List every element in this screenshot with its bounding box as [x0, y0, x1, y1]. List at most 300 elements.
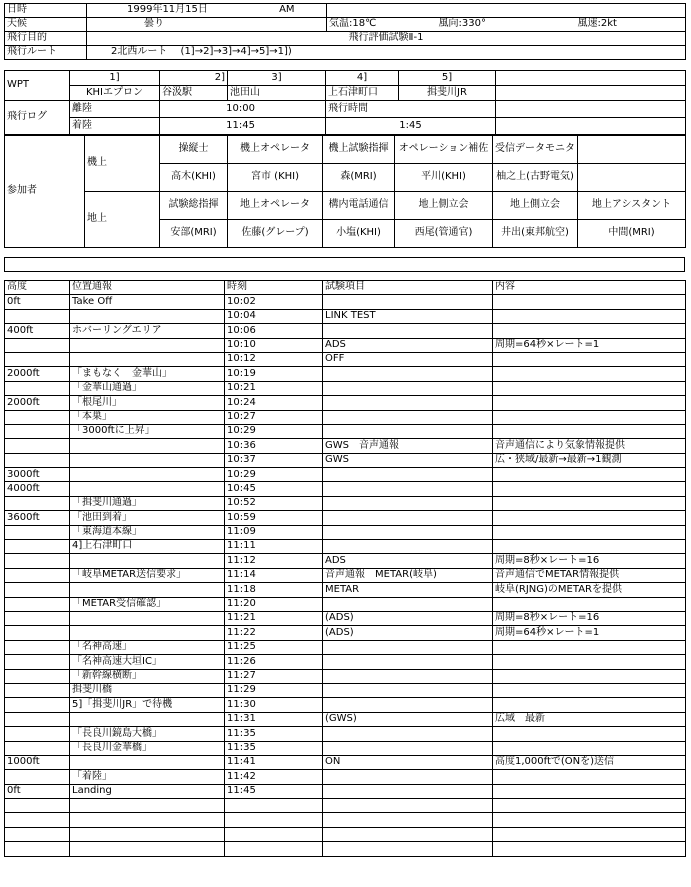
time-cell: 10:21 — [225, 381, 323, 395]
spacer-rows — [4, 257, 685, 272]
content-cell — [493, 496, 686, 510]
ground-role: 地上オペレータ — [228, 192, 323, 220]
time-cell: 10:19 — [225, 367, 323, 381]
landing-time: 11:45 — [160, 118, 326, 135]
time-cell: 11:11 — [225, 540, 323, 554]
test-item-cell — [323, 324, 493, 338]
position-report-cell — [70, 338, 225, 352]
test-item-cell — [323, 813, 493, 827]
purpose-value: 飛行評価試験Ⅱ-1 — [87, 32, 686, 46]
event-log-row — [5, 338, 686, 352]
event-log-row — [5, 597, 686, 611]
test-item-cell — [323, 741, 493, 755]
ground-role: 構内電話通信 — [323, 192, 395, 220]
test-item-cell: (GWS) — [323, 712, 493, 726]
position-report-cell: Take Off — [70, 295, 225, 309]
wpt-number: 1] — [70, 71, 160, 86]
position-report-cell: 揖斐川橋 — [70, 683, 225, 697]
event-log-row — [5, 626, 686, 640]
ground-role: 地上側立会 — [395, 192, 493, 220]
ground-person: 小塩(KHI) — [323, 220, 395, 248]
event-log-row — [5, 439, 686, 453]
content-cell — [493, 482, 686, 496]
test-item-cell — [323, 496, 493, 510]
position-report-cell — [70, 554, 225, 568]
event-log-row — [5, 525, 686, 539]
onboard-person: 柚之上(古野電気) — [493, 164, 578, 192]
position-report-cell: 「揖斐川通過」 — [70, 496, 225, 510]
time-cell: 11:26 — [225, 655, 323, 669]
position-report-cell: 「本巣」 — [70, 410, 225, 424]
event-log-row — [5, 511, 686, 525]
time-cell: 10:36 — [225, 439, 323, 453]
header-time: 時刻 — [225, 281, 323, 295]
content-cell: 周期=8秒×レート=16 — [493, 554, 686, 568]
header-altitude: 高度 — [5, 281, 70, 295]
ground-person: 井出(東邦航空) — [493, 220, 578, 248]
event-log-header-row — [5, 281, 686, 295]
route-value — [87, 46, 686, 60]
test-item-cell — [323, 396, 493, 410]
position-report-cell — [70, 712, 225, 726]
onboard-role: 操縦士 — [160, 136, 228, 164]
altitude-cell — [5, 540, 70, 554]
time-cell: 10:12 — [225, 352, 323, 366]
test-item-cell — [323, 482, 493, 496]
event-log-row — [5, 554, 686, 568]
content-cell — [493, 827, 686, 841]
wpt-name: 池田山 — [228, 86, 326, 101]
position-report-cell: Landing — [70, 784, 225, 798]
time-cell: 10:37 — [225, 453, 323, 467]
position-report-cell — [70, 755, 225, 769]
wpt-name: KHIエプロン — [70, 86, 160, 101]
onboard-label: 機上 — [85, 136, 160, 192]
altitude-cell — [5, 554, 70, 568]
content-cell: 高度1,000ftで(ONを)送信 — [493, 755, 686, 769]
time-cell: 10:59 — [225, 511, 323, 525]
content-cell — [493, 511, 686, 525]
position-report-cell: 「名神高速大垣IC」 — [70, 655, 225, 669]
time-cell: 10:27 — [225, 410, 323, 424]
event-log-row — [5, 482, 686, 496]
content-cell — [493, 683, 686, 697]
content-cell — [493, 367, 686, 381]
content-cell — [493, 324, 686, 338]
event-log-row — [5, 468, 686, 482]
altitude-cell — [5, 352, 70, 366]
position-report-cell — [70, 827, 225, 841]
position-report-cell: 4]上石津町口 — [70, 540, 225, 554]
content-cell — [493, 410, 686, 424]
log-blank — [496, 101, 686, 118]
test-item-cell — [323, 842, 493, 856]
content-cell: 音声通信により気象情報提供 — [493, 439, 686, 453]
altitude-cell — [5, 770, 70, 784]
altitude-cell — [5, 669, 70, 683]
test-item-cell — [323, 410, 493, 424]
onboard-role: 機上オペレータ — [228, 136, 323, 164]
content-cell — [493, 381, 686, 395]
position-report-cell — [70, 813, 225, 827]
spacer-cell — [5, 258, 685, 272]
altitude-cell: 400ft — [5, 324, 70, 338]
position-report-cell: 「新幹線横断」 — [70, 669, 225, 683]
content-cell — [493, 468, 686, 482]
event-log-row — [5, 655, 686, 669]
altitude-cell — [5, 424, 70, 438]
content-cell — [493, 352, 686, 366]
weather-text: 曇り — [144, 18, 164, 30]
test-item-cell — [323, 640, 493, 654]
altitude-cell — [5, 453, 70, 467]
event-log-row — [5, 827, 686, 841]
altitude-cell — [5, 611, 70, 625]
onboard-person: 宮市 (KHI) — [228, 164, 323, 192]
route-text: 2北西ルート (1]→2]→3]→4]→5]→1]) — [111, 46, 292, 58]
flight-log-label: 飛行ログ — [5, 101, 70, 135]
wind-speed: 風速:2kt — [576, 18, 686, 32]
event-log-row — [5, 784, 686, 798]
altitude-cell — [5, 439, 70, 453]
altitude-cell: 1000ft — [5, 755, 70, 769]
test-item-cell: 音声通報 METAR(岐阜) — [323, 568, 493, 582]
time-cell: 11:14 — [225, 568, 323, 582]
ground-role: 試験総指揮 — [160, 192, 228, 220]
position-report-cell — [70, 453, 225, 467]
test-item-cell — [323, 770, 493, 784]
test-item-cell — [323, 525, 493, 539]
altitude-cell — [5, 827, 70, 841]
time-cell: 11:27 — [225, 669, 323, 683]
test-item-cell — [323, 784, 493, 798]
event-log-row — [5, 424, 686, 438]
altitude-cell — [5, 640, 70, 654]
altitude-cell — [5, 381, 70, 395]
time-cell — [225, 813, 323, 827]
ground-role: 地上側立会 — [493, 192, 578, 220]
participants-table — [4, 135, 686, 248]
test-item-cell — [323, 655, 493, 669]
event-log-body — [5, 281, 686, 857]
route-label: 飛行ルート — [5, 46, 87, 60]
test-item-cell: METAR — [323, 583, 493, 597]
wpt-number: 4] — [326, 71, 399, 86]
takeoff-label: 離陸 — [70, 101, 160, 118]
time-cell: 10:52 — [225, 496, 323, 510]
altitude-cell — [5, 842, 70, 856]
content-cell — [493, 396, 686, 410]
purpose-label: 飛行目的 — [5, 32, 87, 46]
position-report-cell — [70, 611, 225, 625]
wpt-label: WPT — [5, 71, 70, 101]
time-cell: 10:29 — [225, 424, 323, 438]
position-report-cell: 「池田到着」 — [70, 511, 225, 525]
time-cell: 11:30 — [225, 698, 323, 712]
altitude-cell — [5, 655, 70, 669]
content-cell — [493, 295, 686, 309]
altitude-cell — [5, 597, 70, 611]
altitude-cell: 3600ft — [5, 511, 70, 525]
time-cell: 11:35 — [225, 727, 323, 741]
content-cell: 周期=8秒×レート=16 — [493, 611, 686, 625]
header-position-report: 位置通報 — [70, 281, 225, 295]
test-item-cell: OFF — [323, 352, 493, 366]
altitude-cell — [5, 568, 70, 582]
altitude-cell — [5, 799, 70, 813]
event-log-table — [4, 280, 686, 857]
time-cell: 11:31 — [225, 712, 323, 726]
content-cell — [493, 640, 686, 654]
event-log-row — [5, 410, 686, 424]
temperature: 気温:18℃ — [327, 18, 411, 32]
ground-person: 佐藤(グレープ) — [228, 220, 323, 248]
position-report-cell — [70, 482, 225, 496]
event-log-row — [5, 842, 686, 856]
time-cell: 11:25 — [225, 640, 323, 654]
waypoint-table — [4, 70, 686, 101]
position-report-cell: 5]「揖斐川JR」で待機 — [70, 698, 225, 712]
weather-value — [87, 18, 327, 32]
test-item-cell — [323, 799, 493, 813]
time-cell: 11:42 — [225, 770, 323, 784]
position-report-cell: 「長良川金華橋」 — [70, 741, 225, 755]
content-cell — [493, 727, 686, 741]
header-content: 内容 — [493, 281, 686, 295]
position-report-cell: 「金華山通過」 — [70, 381, 225, 395]
time-cell: 11:35 — [225, 741, 323, 755]
wpt-name: 揖斐川JR — [399, 86, 496, 101]
date-value — [87, 4, 327, 18]
position-report-cell: 「まもなく 金華山」 — [70, 367, 225, 381]
event-log-row — [5, 727, 686, 741]
event-log-row — [5, 741, 686, 755]
altitude-cell: 0ft — [5, 295, 70, 309]
weather-label: 天候 — [5, 18, 87, 32]
position-report-cell — [70, 626, 225, 640]
content-cell — [493, 813, 686, 827]
time-cell: 11:09 — [225, 525, 323, 539]
content-cell — [493, 698, 686, 712]
header-test-item: 試験項目 — [323, 281, 493, 295]
content-cell — [493, 655, 686, 669]
event-log-row — [5, 770, 686, 784]
altitude-cell — [5, 683, 70, 697]
content-cell — [493, 597, 686, 611]
onboard-role: オペレーション補佐 — [395, 136, 493, 164]
onboard-role: 受信データモニタ — [493, 136, 578, 164]
test-item-cell: GWS 音声通報 — [323, 439, 493, 453]
time-cell — [225, 827, 323, 841]
position-report-cell: 「着陸」 — [70, 770, 225, 784]
position-report-cell: 「岐阜METAR送信要求」 — [70, 568, 225, 582]
content-cell: 周期=64秒×レート=1 — [493, 626, 686, 640]
wpt-name: 上石津町口 — [326, 86, 399, 101]
event-log-row — [5, 496, 686, 510]
takeoff-time: 10:00 — [160, 101, 326, 118]
altitude-cell — [5, 741, 70, 755]
position-report-cell: 「名神高速」 — [70, 640, 225, 654]
time-cell: 10:10 — [225, 338, 323, 352]
event-log-row — [5, 712, 686, 726]
test-item-cell: (ADS) — [323, 626, 493, 640]
content-cell — [493, 309, 686, 323]
event-log-row — [5, 813, 686, 827]
event-log-row — [5, 683, 686, 697]
position-report-cell: ホバーリングエリア — [70, 324, 225, 338]
event-log-row — [5, 698, 686, 712]
position-report-cell — [70, 352, 225, 366]
altitude-cell — [5, 698, 70, 712]
event-log-row — [5, 295, 686, 309]
ground-role: 地上アシスタント — [578, 192, 686, 220]
content-cell — [493, 525, 686, 539]
wpt-blank — [496, 71, 686, 86]
wpt-number: 3] — [228, 71, 326, 86]
ground-person: 安部(MRI) — [160, 220, 228, 248]
test-item-cell — [323, 424, 493, 438]
content-cell: 岐阜(RJNG)のMETARを提供 — [493, 583, 686, 597]
time-cell: 10:06 — [225, 324, 323, 338]
date-ampm: AM — [279, 4, 295, 16]
time-cell: 11:21 — [225, 611, 323, 625]
time-cell: 11:45 — [225, 784, 323, 798]
content-cell — [493, 540, 686, 554]
test-item-cell: GWS — [323, 453, 493, 467]
position-report-cell — [70, 468, 225, 482]
content-cell: 広域 最新 — [493, 712, 686, 726]
event-log-row — [5, 324, 686, 338]
test-item-cell: ADS — [323, 554, 493, 568]
onboard-person — [578, 164, 686, 192]
ground-person: 西尾(管通官) — [395, 220, 493, 248]
event-log-row — [5, 396, 686, 410]
test-item-cell — [323, 597, 493, 611]
ground-label: 地上 — [85, 192, 160, 248]
altitude-cell — [5, 813, 70, 827]
altitude-cell — [5, 410, 70, 424]
test-item-cell — [323, 540, 493, 554]
onboard-person: 高木(KHI) — [160, 164, 228, 192]
position-report-cell — [70, 799, 225, 813]
time-cell: 10:45 — [225, 482, 323, 496]
altitude-cell: 4000ft — [5, 482, 70, 496]
position-report-cell: 「東海道本線」 — [70, 525, 225, 539]
duration-value: 1:45 — [326, 118, 496, 135]
event-log-row — [5, 640, 686, 654]
flight-log-table — [4, 100, 686, 135]
event-log-row — [5, 381, 686, 395]
position-report-cell — [70, 583, 225, 597]
event-log-row — [5, 309, 686, 323]
wpt-number: 5] — [399, 71, 496, 86]
event-log-row — [5, 611, 686, 625]
altitude-cell — [5, 338, 70, 352]
event-log-row — [5, 540, 686, 554]
time-cell: 11:12 — [225, 554, 323, 568]
date-blank — [327, 4, 686, 18]
test-item-cell — [323, 511, 493, 525]
event-log-row — [5, 367, 686, 381]
test-item-cell — [323, 683, 493, 697]
content-cell — [493, 770, 686, 784]
altitude-cell: 0ft — [5, 784, 70, 798]
event-log-row — [5, 583, 686, 597]
ground-person: 中間(MRI) — [578, 220, 686, 248]
position-report-cell: 「METAR受信確認」 — [70, 597, 225, 611]
flight-info-header — [4, 3, 686, 60]
test-item-cell — [323, 827, 493, 841]
position-report-cell — [70, 309, 225, 323]
altitude-cell — [5, 626, 70, 640]
time-cell: 11:20 — [225, 597, 323, 611]
event-log-row — [5, 669, 686, 683]
landing-label: 着陸 — [70, 118, 160, 135]
altitude-cell — [5, 583, 70, 597]
altitude-cell — [5, 309, 70, 323]
test-item-cell: (ADS) — [323, 611, 493, 625]
position-report-cell: 「長良川鏡島大橋」 — [70, 727, 225, 741]
participants-label: 参加者 — [5, 136, 85, 248]
time-cell — [225, 799, 323, 813]
event-log-row — [5, 453, 686, 467]
log-blank — [496, 118, 686, 135]
content-cell: 周期=64秒×レート=1 — [493, 338, 686, 352]
time-cell: 11:41 — [225, 755, 323, 769]
content-cell — [493, 669, 686, 683]
date-text: 1999年11月15日 — [127, 4, 208, 16]
altitude-cell — [5, 525, 70, 539]
time-cell: 10:24 — [225, 396, 323, 410]
altitude-cell: 3000ft — [5, 468, 70, 482]
position-report-cell: 「3000ftに上昇」 — [70, 424, 225, 438]
test-item-cell — [323, 381, 493, 395]
onboard-person: 森(MRI) — [323, 164, 395, 192]
content-cell: 音声通信でMETAR情報提供 — [493, 568, 686, 582]
event-log-row — [5, 568, 686, 582]
time-cell: 10:29 — [225, 468, 323, 482]
wpt-name: 谷汲駅 — [160, 86, 228, 101]
altitude-cell — [5, 712, 70, 726]
time-cell — [225, 842, 323, 856]
duration-label: 飛行時間 — [326, 101, 496, 118]
date-label: 日時 — [5, 4, 87, 18]
content-cell — [493, 784, 686, 798]
content-cell: 広・狭域/最新→最新→1観測 — [493, 453, 686, 467]
altitude-cell: 2000ft — [5, 396, 70, 410]
time-cell: 11:22 — [225, 626, 323, 640]
event-log-row — [5, 352, 686, 366]
content-cell — [493, 741, 686, 755]
altitude-cell — [5, 727, 70, 741]
event-log-row — [5, 755, 686, 769]
test-item-cell — [323, 468, 493, 482]
onboard-person: 平川(KHI) — [395, 164, 493, 192]
time-cell: 10:04 — [225, 309, 323, 323]
altitude-cell: 2000ft — [5, 367, 70, 381]
wpt-blank — [496, 86, 686, 101]
altitude-cell — [5, 496, 70, 510]
position-report-cell — [70, 842, 225, 856]
test-item-cell — [323, 669, 493, 683]
test-item-cell: ON — [323, 755, 493, 769]
event-log-row — [5, 799, 686, 813]
content-cell — [493, 799, 686, 813]
content-cell — [493, 424, 686, 438]
test-item-cell: LINK TEST — [323, 309, 493, 323]
time-cell: 11:18 — [225, 583, 323, 597]
content-cell — [493, 842, 686, 856]
